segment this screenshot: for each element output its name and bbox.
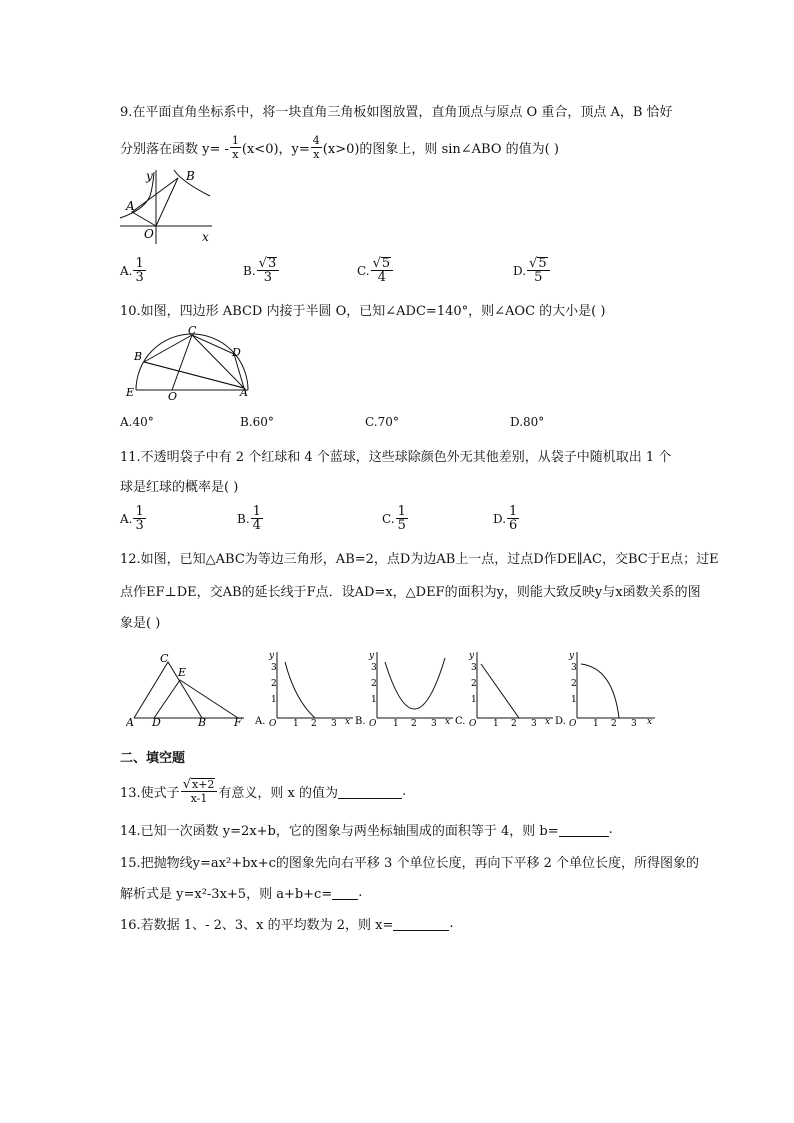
q13 (120, 778, 406, 805)
q9-option-c-den: 4 (377, 270, 386, 285)
q11-option-b-num: 1 (252, 504, 261, 519)
q10-option-b[interactable]: B.60° (240, 415, 274, 429)
q12-graph-a-label: A. (255, 716, 266, 727)
q11-option-c[interactable] (382, 505, 409, 532)
q12-graph-a-x: x (345, 717, 351, 727)
q12-line1: 12.如图，已知△ABC为等边三角形，AB=2，点D为边AB上一点，过点D作DE∥AC，交BC于E点；过E (120, 552, 719, 567)
q12-graph-c-t1y: 1 (471, 695, 477, 705)
q11-option-b[interactable] (237, 505, 264, 532)
q12-graph-a-t2x: 2 (311, 719, 317, 728)
q9-triangle (132, 178, 178, 226)
q9-option-c-num: 5 (381, 256, 391, 271)
q12-graph-a-t3x: 3 (331, 719, 337, 728)
q9-f2-num: 4 (312, 134, 320, 147)
q9-option-b-num: 3 (267, 256, 277, 271)
q12-graph-a-o: O (269, 719, 277, 728)
q15-line2: 解析式是 y=x²-3x+5，则 a+b+c= (120, 887, 333, 902)
q14-end: . (608, 822, 613, 837)
q12-graph-c-o: O (469, 719, 477, 728)
q10-option-a[interactable]: A.40° (120, 415, 154, 429)
q9-option-d-num-wrap: √ 5 (527, 257, 550, 271)
q11-option-c-label: C. (382, 511, 395, 526)
q13-num: x+2 (191, 778, 215, 791)
q12-graph-a[interactable] (255, 648, 357, 728)
q14-text: 14.已知一次函数 y=2x+b，它的图象与两坐标轴围成的面积等于 4，则 b= (120, 824, 559, 839)
q10-label-c: C (188, 324, 197, 337)
q12-graph-c[interactable] (455, 648, 557, 728)
q9-option-a-label: A. (120, 263, 133, 278)
q12-graph-b-y: y (369, 651, 375, 661)
q15-answer-blank[interactable] (332, 885, 358, 900)
q12-graph-c-label: C. (455, 716, 466, 727)
q10-label-o: O (168, 390, 178, 400)
q12-graph-d-t1y: 1 (571, 695, 577, 705)
q9-line2 (120, 134, 559, 161)
q10-label-a: A (240, 386, 248, 399)
q12-graph-c-t3x: 3 (531, 719, 537, 728)
q9-fraction-1 (230, 134, 241, 161)
q12-label-a: A (126, 716, 134, 728)
q15-end: . (358, 885, 363, 900)
q12-graph-b-o: O (369, 719, 377, 728)
q9-label-b: B (186, 169, 195, 183)
q9-label-a: A (126, 199, 135, 213)
q12-graph-a-t1x: 1 (293, 719, 299, 728)
q12-graph-d-t3x: 3 (631, 719, 637, 728)
q11-option-a-fraction (133, 505, 145, 532)
q14 (120, 820, 613, 839)
q12-lines-def (154, 680, 238, 718)
q11-line2: 球是红球的概率是( ) (120, 480, 239, 495)
q13-end: . (402, 784, 407, 799)
q11-option-a-label: A. (120, 511, 133, 526)
q12-graph-c-t2y: 2 (471, 679, 477, 689)
q11-option-c-num: 1 (397, 504, 406, 519)
q9-option-b[interactable] (243, 257, 280, 284)
q16 (120, 914, 454, 933)
q9-line2-c: (x>0)的图象上，则 sin∠ABO 的值为( ) (322, 142, 559, 157)
q12-line2: 点作EF⊥DE，交AB的延长线于F点．设AD=x，△DEF的面积为y，则能大致反映y与x函数关系的图 (120, 585, 701, 600)
q9-option-d-label: D. (513, 263, 527, 278)
q14-answer-blank[interactable] (559, 822, 609, 837)
q12-graph-d-y: y (569, 651, 575, 661)
q16-answer-blank[interactable] (393, 916, 449, 931)
q9-option-c[interactable] (357, 257, 394, 284)
q11-option-a[interactable] (120, 505, 147, 532)
q13-answer-blank[interactable] (338, 784, 402, 799)
q12-graph-d-o: O (569, 719, 577, 728)
q12-graph-d-t2x: 2 (611, 719, 617, 728)
q9-option-a-fraction (133, 257, 145, 284)
q11-option-b-den: 4 (252, 518, 261, 533)
q12-graph-a-curve (285, 662, 315, 718)
q9-option-a-num: 1 (135, 256, 144, 271)
q12-graph-b-t3x: 3 (431, 719, 437, 728)
q11-option-d-fraction (507, 505, 519, 532)
q10-semicircle (136, 334, 248, 390)
q10-diagonal-ba (144, 362, 244, 388)
q11-option-a-den: 3 (135, 518, 144, 533)
q9-line2-a: 分别落在函数 y= - (120, 142, 229, 157)
q12-graph-d-t1x: 1 (593, 719, 599, 728)
q12-graph-c-t3y: 3 (471, 663, 477, 673)
q9-f1-num: 1 (231, 134, 239, 147)
q9-label-y: y (146, 169, 153, 183)
q9-option-d-den: 5 (534, 270, 543, 285)
q9-option-d-fraction (527, 257, 550, 284)
q12-graph-b-label: B. (355, 716, 366, 727)
q9-option-b-label: B. (243, 263, 256, 278)
q9-option-b-fraction (257, 257, 280, 284)
q10-label-e: E (126, 386, 135, 399)
q9-label-o: O (144, 227, 154, 241)
q13-prefix: 13.使式子 (120, 786, 180, 801)
q12-graph-a-t1y: 1 (271, 695, 277, 705)
q12-line3: 象是( ) (120, 616, 161, 631)
q12-graph-c-line (481, 664, 519, 718)
q12-graph-b-t2x: 2 (411, 719, 417, 728)
section-title-fill-in: 二、填空题 (120, 751, 186, 766)
q13-den: x-1 (190, 792, 208, 805)
q9-option-b-num-wrap: √ 3 (257, 257, 280, 271)
q9-line2-b: (x<0)，y= (241, 142, 310, 157)
q13-num-wrap: √ x+2 (181, 778, 218, 792)
q11-option-c-fraction (396, 505, 408, 532)
q9-figure (116, 166, 216, 246)
q12-graph-d-label: D. (555, 716, 566, 727)
q12-label-f: F (234, 716, 242, 728)
q12-graph-d-t2y: 2 (571, 679, 577, 689)
q12-graph-d-t3y: 3 (571, 663, 577, 673)
q15-line2-row (120, 883, 362, 902)
q10-label-b: B (134, 350, 143, 363)
q12-graph-c-y: y (469, 651, 475, 661)
q11-line1: 11.不透明袋子中有 2 个红球和 4 个蓝球，这些球除颜色外无其他差别，从袋子中随机取出 1 个 (120, 450, 672, 465)
q16-end: . (449, 916, 454, 931)
q12-label-c: C (160, 652, 169, 665)
q16-text: 16.若数据 1、- 2、3、x 的平均数为 2，则 x= (120, 918, 394, 933)
q11-option-d[interactable] (493, 505, 520, 532)
q9-fraction-2 (311, 134, 322, 161)
q12-triangle-figure (126, 650, 258, 728)
q9-option-d[interactable] (513, 257, 551, 284)
q13-suffix: 有意义，则 x 的值为 (218, 786, 339, 801)
q9-option-b-den: 3 (263, 270, 273, 285)
q12-graph-d-x: x (647, 717, 653, 727)
q12-graph-b-x: x (445, 717, 451, 727)
q9-label-x: x (202, 230, 209, 244)
q9-option-a[interactable] (120, 257, 147, 284)
q12-label-e: E (178, 666, 187, 679)
q12-graph-c-t2x: 2 (511, 719, 517, 728)
q12-graph-c-x: x (545, 717, 551, 727)
q9-option-c-label: C. (357, 263, 370, 278)
q11-option-d-num: 1 (509, 504, 518, 519)
q12-graph-a-t2y: 2 (271, 679, 277, 689)
q10-text: 10.如图，四边形 ABCD 内接于半圆 O，已知∠ADC=140°，则∠AOC 的大小是( ) (120, 304, 606, 319)
q10-line-co (172, 335, 192, 390)
q10-option-d[interactable]: D.80° (510, 415, 545, 429)
q10-figure (122, 324, 254, 400)
q10-label-d: D (232, 346, 241, 359)
q12-triangle-abc (134, 662, 202, 718)
q10-option-c[interactable]: C.70° (365, 415, 399, 429)
q10-quadrilateral (144, 335, 244, 388)
q9-option-a-den: 3 (135, 270, 144, 285)
q12-graph-d-curve (581, 664, 619, 718)
q13-fraction (181, 778, 218, 805)
q9-line1: 9.在平面直角坐标系中，将一块直角三角板如图放置，直角顶点与原点 O 重合，顶点 A，B 恰好 (120, 105, 673, 120)
q12-graph-a-y: y (269, 651, 275, 661)
q11-option-d-den: 6 (509, 518, 518, 533)
q12-graph-b-t1y: 1 (371, 695, 377, 705)
q11-option-b-label: B. (237, 511, 250, 526)
q9-f1-den: x (232, 148, 239, 161)
q12-graph-b-t2y: 2 (371, 679, 377, 689)
q9-option-d-num: 5 (538, 256, 547, 271)
q11-option-c-den: 5 (397, 518, 406, 533)
q12-graph-b-t1x: 1 (393, 719, 399, 728)
q12-graph-a-t3y: 3 (271, 663, 277, 673)
q12-graph-b-curve (385, 658, 445, 709)
q12-graph-b[interactable] (355, 648, 457, 728)
q11-option-d-label: D. (493, 511, 507, 526)
q11-option-a-num: 1 (135, 504, 144, 519)
q15-line1: 15.把抛物线y=ax²+bx+c的图象先向右平移 3 个单位长度，再向下平移 2 个单位长度，所得图象的 (120, 856, 699, 871)
q12-label-d: D (152, 716, 161, 728)
q12-graph-d[interactable] (555, 648, 659, 728)
q9-f2-den: x (313, 148, 320, 161)
q12-graph-b-t3y: 3 (371, 663, 377, 673)
q12-label-b: B (198, 716, 207, 728)
q9-option-c-fraction (371, 257, 394, 284)
q11-option-b-fraction (251, 505, 263, 532)
q12-graph-c-t1x: 1 (493, 719, 499, 728)
q9-option-c-num-wrap: √ 5 (371, 257, 394, 271)
